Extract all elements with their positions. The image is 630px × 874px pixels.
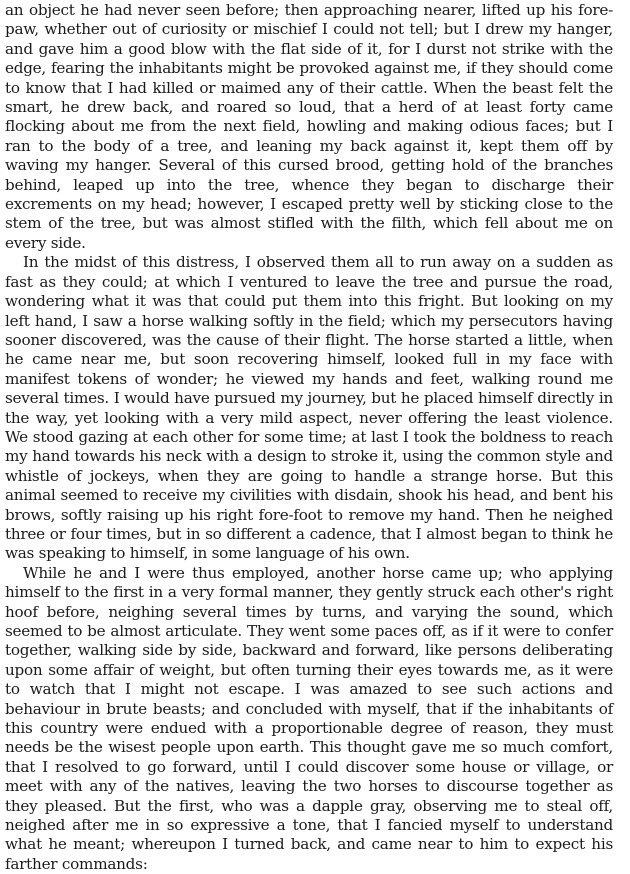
paragraph-3: While he and I were thus employed, another horse came up; who applying himself to the first in a very formal manner, they gently struck each other's right hoof before, neighing several times by turns, and varying the sound, which seemed to be almost articulate. They went some paces off, as if it were to confer together, walking side by side, backward and forward, like persons deliberating upon some affair of weight, but often turning their eyes towards me, as it were to watch that I might not escape. I was amazed to see such actions and behaviour in brute beasts; and concluded with myself, that if the inhabitants of this country were endued with a proportionable degree of reason, they must needs be the wisest people upon earth. This thought gave me so much comfort, that I resolved to go forward, until I could discover some house or village, or meet with any of the natives, leaving the two horses to discourse together as they pleased. But the first, who was a dapple gray, observing me to steal off, neighed after me in so expressive a tone, that I fancied myself to understand what he meant; whereupon I turned back, and came near to him to expect his farther commands: [5, 563, 613, 873]
paragraph-2: In the midst of this distress, I observed them all to run away on a sudden as fast as they could; at which I ventured to leave the tree and pursue the road, wondering what it was that could put them into this fright. But looking on my left hand, I saw a horse walking softly in the field; which my persecutors having sooner discovered, was the cause of their flight. The horse started a little, when he came near me, but soon recovering himself, looked full in my face with manifest tokens of wonder; he viewed my hands and feet, walking round me several times. I would have pursued my journey, but he placed himself directly in the way, yet looking with a very mild aspect, never offering the least violence. We stood gazing at each other for some time; at last I took the boldness to reach my hand towards his neck with a design to stroke it, using the common style and whistle of jockeys, when they are going to handle a strange horse. But this animal seemed to receive my civilities with disdain, shook his head, and bent his brows, softly raising up his right fore-foot to remove my hand. Then he neighed three or four times, but in so different a cadence, that I almost began to think he was speaking to himself, in some language of his own. [5, 253, 613, 563]
document-page [5, 1, 613, 874]
paragraph-1: an object he had never seen before; then approaching nearer, lifted up his fore-paw, whether out of curiosity or mischief I could not tell; but I drew my hanger, and gave him a good blow with the flat side of it, for I durst not strike with the edge, fearing the inhabitants might be provoked against me, if they should come to know that I had killed or maimed any of their cattle. When the beast felt the smart, he drew back, and roared so loud, that a herd of at least forty came flocking about me from the next field, howling and making odious faces; but I ran to the body of a tree, and leaning my back against it, kept them off by waving my hanger. Several of this cursed brood, getting hold of the branches behind, leaped up into the tree, whence they began to discharge their excrements on my head; however, I escaped pretty well by sticking close to the stem of the tree, but was almost stifled with the filth, which fell about me on every side. [5, 1, 613, 252]
